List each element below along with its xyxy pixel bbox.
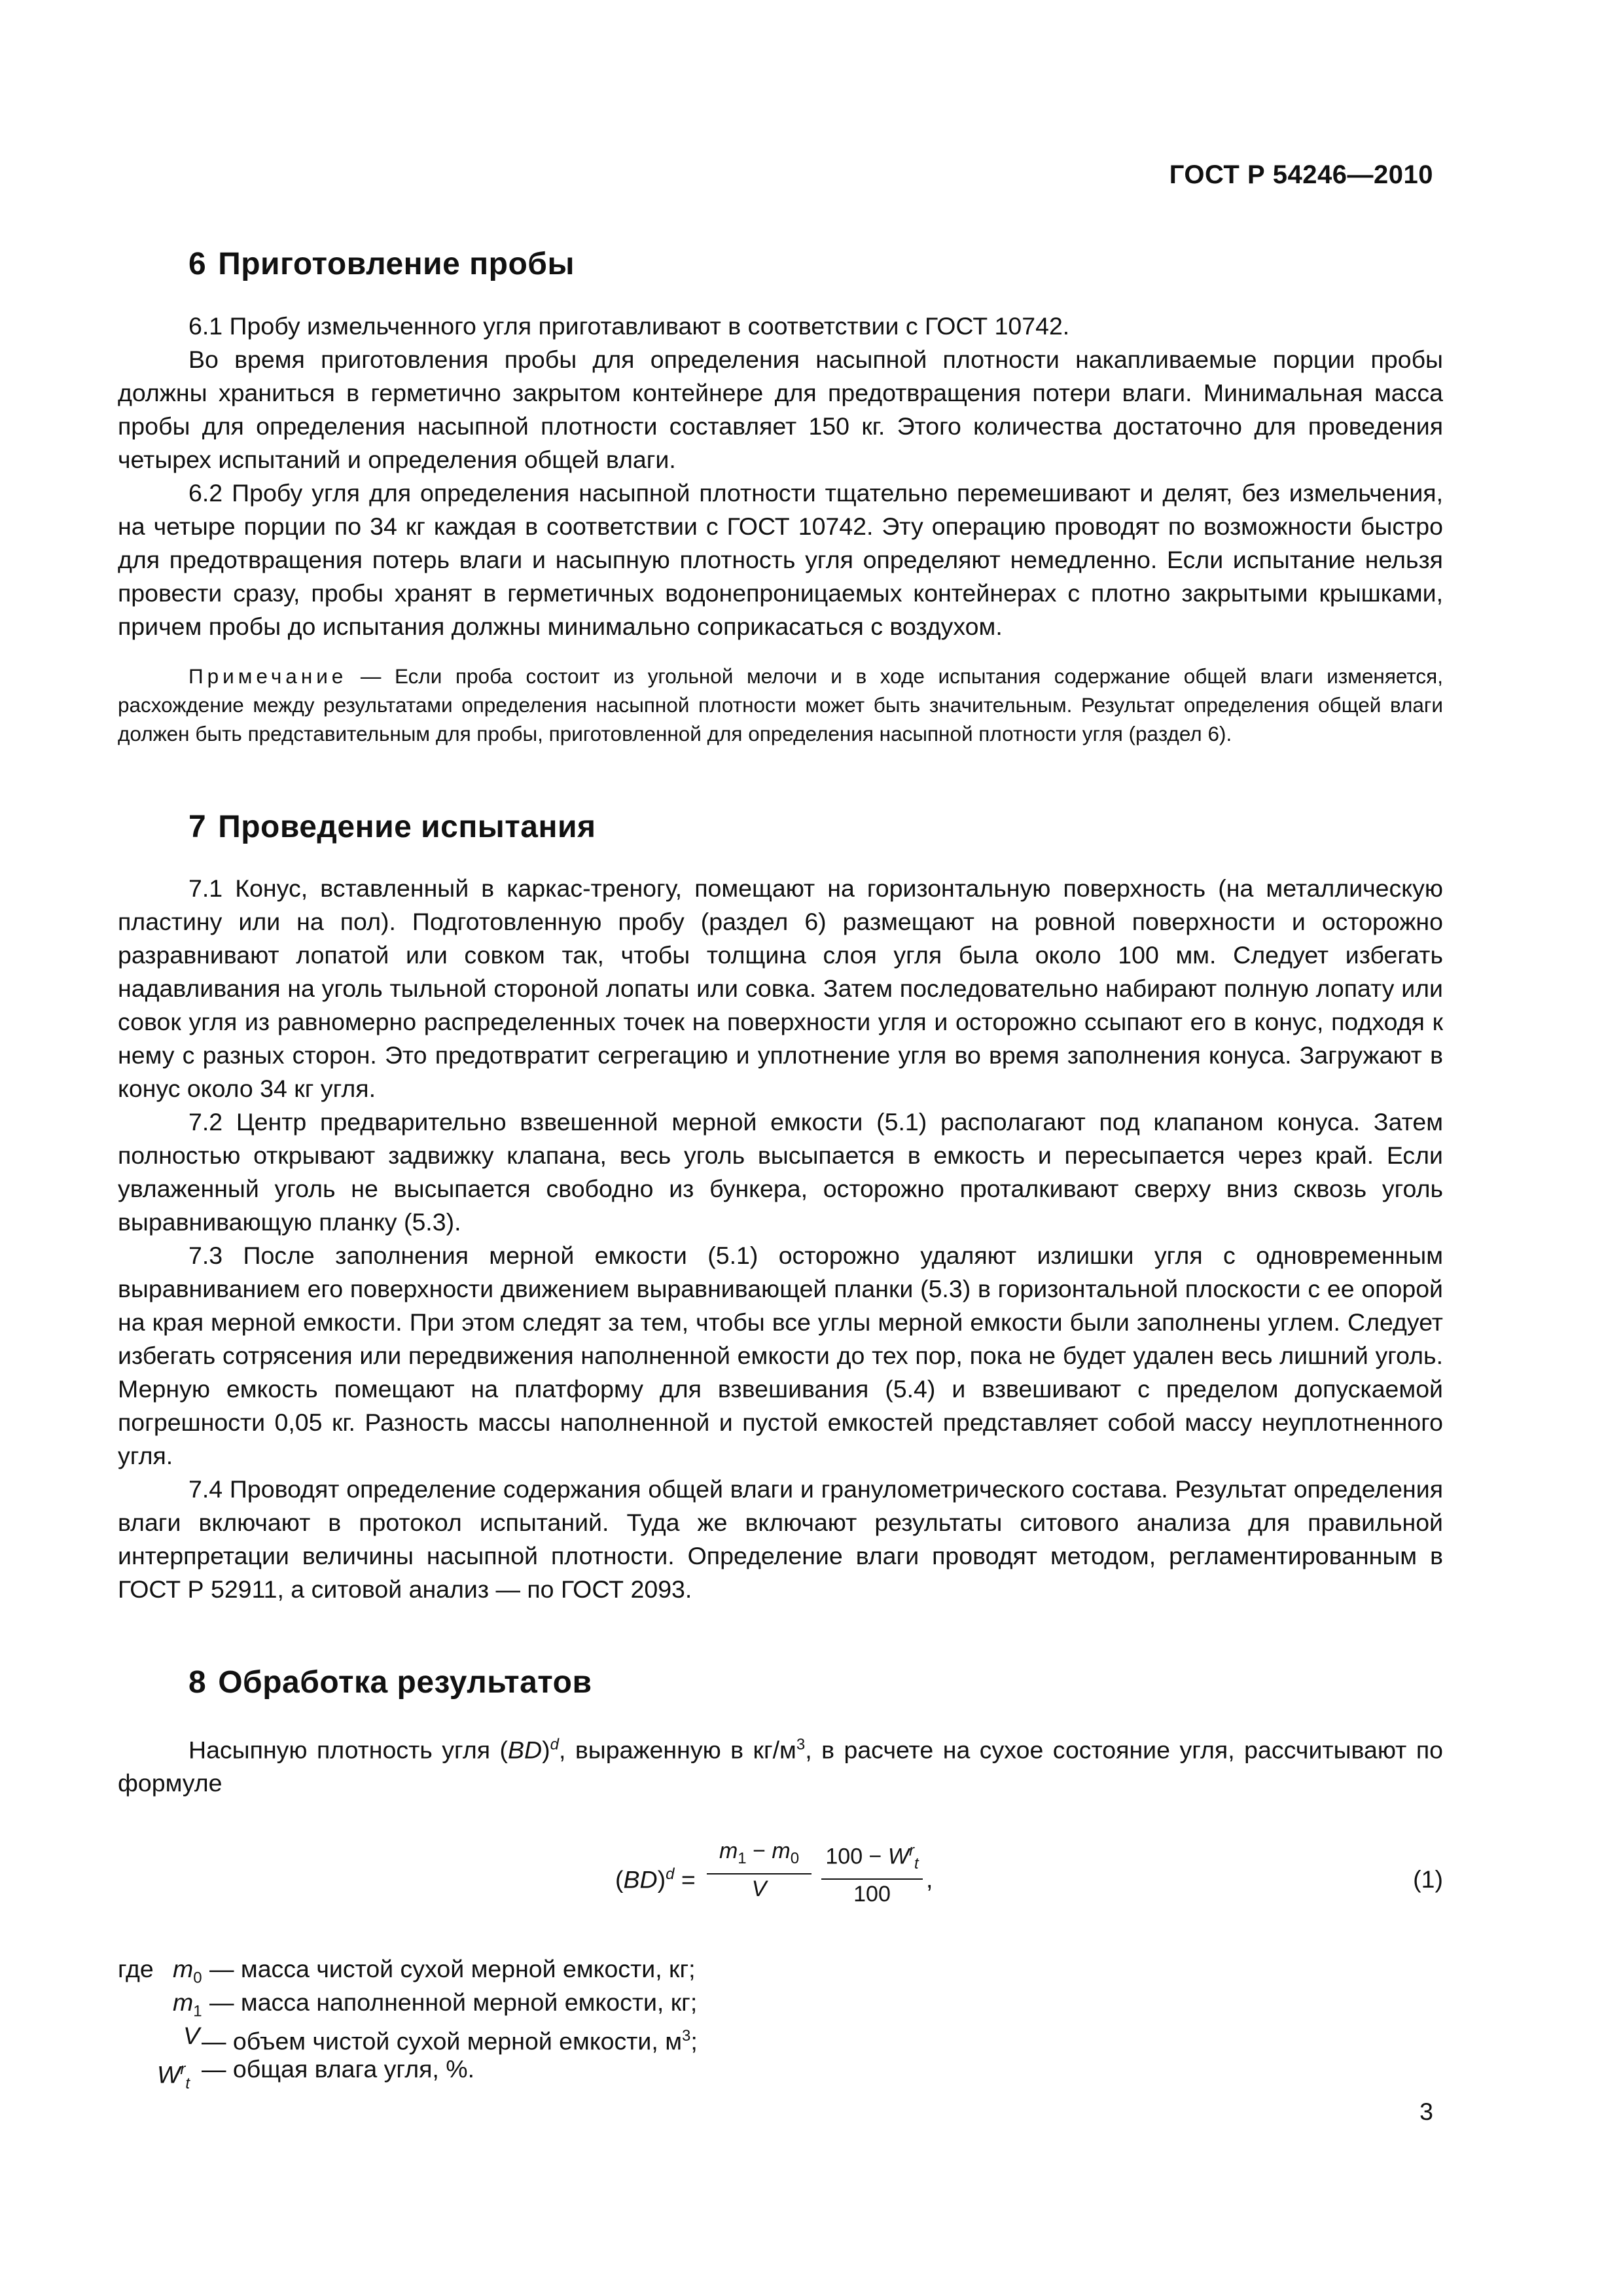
section-title: Приготовление пробы	[218, 247, 575, 281]
section-title: Проведение испытания	[218, 809, 596, 844]
document-code: ГОСТ Р 54246—2010	[1169, 160, 1433, 189]
page-number: 3	[1419, 2098, 1433, 2125]
section-number: 6	[188, 247, 207, 281]
section-number: 8	[188, 1665, 207, 1700]
page-content	[118, 232, 1443, 2093]
fraction-mass-over-volume: $m_1 - m_0$ V	[707, 1837, 812, 1903]
section-6-heading	[188, 245, 1443, 283]
paragraph-7-3: 7.3 После заполнения мерной емкости (5.1) осторожно удаляют излишки угля с одновременным выравниванием его поверхности движением выравнивающей планки (5.3) в горизонтальной плоскости с ее опорой на края мерной емкости. При этом следят за тем, чтобы все углы мерной емкости были заполнены углем. Следует избегать сотрясения или передвижения наполненной емкости до тех пор, пока не будет удален весь лишний уголь. Мерную емкость помещают на платформу для взвешивания (5.4) и взвешивают с пределом допускаемой погрешности 0,05 кг. Разность массы наполненной и пустой емкостей представляет собой массу неуплотненного угля.	[118, 1242, 1443, 1470]
section-8-heading	[188, 1664, 1443, 1702]
formula-1: (BD)$^d$ = $m_1 - m_0$ V $100 - W^r_t$ 100 , (1)	[118, 1831, 1443, 1929]
paragraph-6-1: 6.1 Пробу измельченного угля приготавливают в соответствии с ГОСТ 10742.	[188, 312, 1070, 340]
note	[118, 662, 1443, 748]
equation-number: (1)	[1413, 1865, 1443, 1893]
note-label: Примечание	[188, 664, 348, 688]
formula-lhs: (BD)$^d$ =	[615, 1865, 696, 1893]
section-number: 7	[188, 809, 207, 844]
definition-m0: где $m_0$ — масса чистой сухой мерной емкости, кг;	[118, 1955, 696, 1987]
definition-m1: $m_1$ — масса наполненной мерной емкости, кг;	[173, 1988, 698, 2020]
paragraph-7-2: 7.2 Центр предварительно взвешенной мерной емкости (5.1) располагают под клапаном конуса. Затем полностью открывают задвижку клапана, весь уголь высыпается в емкость и пересыпается через край. Если увлаженный уголь не высыпается свободно из бункера, осторожно проталкивают сверху вниз сквозь уголь выравнивающую планку (5.3).	[118, 1108, 1443, 1236]
paragraph-6-1-cont: Во время приготовления пробы для определения насыпной плотности накапливаемые порции пробы должны храниться в герметично закрытом контейнере для предотвращения потери влаги. Минимальная масса пробы для определения насыпной плотности составляет 150 кг. Этого количества достаточно для проведения четырех испытаний и определения общей влаги.	[118, 345, 1443, 473]
section-7-heading	[188, 808, 1443, 846]
paragraph-7-4: 7.4 Проводят определение содержания общей влаги и гранулометрического состава. Результат определения влаги включают в протокол испытаний. Туда же включают результаты ситового анализа для правильной интерпретации величины насыпной плотности. Определение влаги проводят методом, регламентированным в ГОСТ Р 52911, а ситовой анализ — по ГОСТ 2093.	[118, 1475, 1443, 1604]
fraction-dry-correction: $100 - W^r_t$ 100	[821, 1837, 923, 1909]
variable-definitions	[118, 1952, 1443, 2093]
definition-v: V — объем чистой сухой мерной емкости, $м^3$;	[183, 2022, 698, 2055]
note-text: — Если проба состоит из угольной мелочи и в ходе испытания содержание общей влаги изменяется, расхождение между результатами определения насыпной плотности может быть значительным. Результат определения общей влаги должен быть представительным для пробы, приготовленной для определения насыпной плотности угля (раздел 6).	[118, 664, 1443, 745]
paragraph-7-1: 7.1 Конус, вставленный в каркас-треногу, помещают на горизонтальную поверхность (на металлическую пластину или на пол). Подготовленную пробу (раздел 6) размещают на ровной поверхности и осторожно разравнивают лопатой или совком так, чтобы толщина слоя угля была около 100 мм. Следует избегать надавливания на уголь тыльной стороной лопаты или совка. Затем последовательно набирают полную лопату или совок угля из равномерно распределенных точек на поверхности угля и осторожно ссыпают его в конус, подходя к нему с разных сторон. Это предотвратит сегрегацию и уплотнение угля во время заполнения конуса. Загружают в конус около 34 кг угля.	[118, 874, 1443, 1103]
section-title: Обработка результатов	[218, 1665, 592, 1700]
paragraph-6-2: 6.2 Пробу угля для определения насыпной плотности тщательно перемешивают и делят, без измельчения, на четыре порции по 34 кг каждая в соответствии с ГОСТ 10742. Эту операцию проводят по возможности быстро для предотвращения потерь влаги и насыпную плотность угля определяют немедленно. Если испытание нельзя провести сразу, пробы хранят в герметичных водонепроницаемых контейнерах с плотно закрытыми крышками, причем пробы до испытания должны минимально соприкасаться с воздухом.	[118, 478, 1443, 640]
paragraph-8-intro: Насыпную плотность угля (BD)$^d$, выраженную в $кг/м^3$, в расчете на сухое состояние угля, рассчитывают по формуле	[118, 1735, 1443, 1797]
definition-wt: $W^r_t$ — общая влага угля, %.	[157, 2055, 475, 2093]
